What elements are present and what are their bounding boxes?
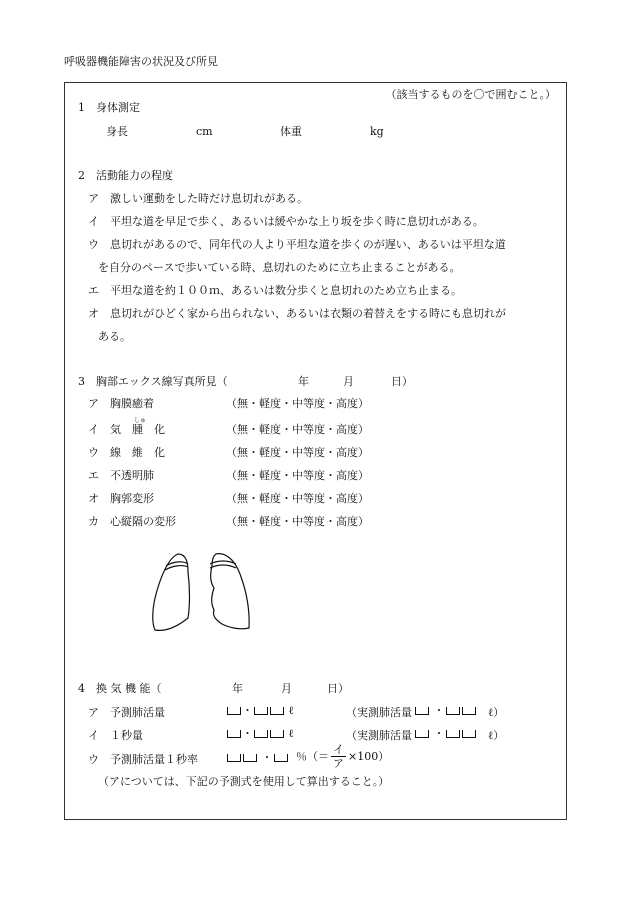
document-title: 呼吸器機能障害の状況及び所見 bbox=[64, 55, 218, 68]
severity-scale: （無・軽度・中等度・高度） bbox=[226, 397, 369, 410]
vent-day: 日） bbox=[327, 682, 349, 695]
xray-item-label: 胸膜癒着 bbox=[110, 397, 154, 410]
digit-box[interactable] bbox=[446, 730, 460, 738]
vent-item-mark: イ bbox=[88, 729, 99, 742]
section1-heading: 1 身体測定 bbox=[78, 101, 140, 114]
footnote: （アについては、下記の予測式を使用して算出すること。） bbox=[98, 775, 390, 788]
xray-item-label: 線 維 化 bbox=[110, 446, 165, 459]
activity-item-text: 息切れがひどく家から出られない、あるいは衣類の着替えをする時にも息切れが bbox=[110, 307, 506, 320]
xray-item-label-text: 気 腫 化 bbox=[110, 423, 165, 436]
severity-scale: （無・軽度・中等度・高度） bbox=[226, 515, 369, 528]
activity-item-text-cont: を自分のペースで歩いている時、息切れのために立ち止まることがある。 bbox=[98, 261, 461, 274]
fraction-denominator: ア bbox=[333, 757, 344, 770]
instruction-note: （該当するものを〇で囲むこと。） bbox=[385, 88, 556, 101]
digit-box[interactable] bbox=[446, 707, 460, 715]
severity-scale: （無・軽度・中等度・高度） bbox=[226, 492, 369, 505]
xray-item-mark: エ bbox=[88, 469, 99, 482]
digit-box[interactable] bbox=[227, 754, 241, 762]
digit-box[interactable] bbox=[227, 730, 241, 738]
digit-input-group: ・ ℓ bbox=[226, 705, 294, 716]
activity-item-text: 息切れがあるので、同年代の人より平坦な道を歩くのが遅い、あるいは平坦な道 bbox=[110, 238, 506, 251]
xray-month: 月 bbox=[343, 375, 354, 388]
xray-year: 年 bbox=[298, 375, 309, 388]
xray-item-label: 胸郭変形 bbox=[110, 492, 154, 505]
vent-item-label: 予測肺活量１秒率 bbox=[110, 753, 198, 766]
fraction-numerator: イ bbox=[333, 743, 344, 756]
actual-unit: ℓ） bbox=[488, 706, 505, 719]
section4-heading: 4 換 気 機 能（ bbox=[78, 682, 162, 695]
rate-tail: ×100） bbox=[348, 750, 390, 763]
digit-box[interactable] bbox=[415, 707, 429, 715]
activity-item-mark: ア bbox=[88, 192, 99, 205]
vent-month: 月 bbox=[281, 682, 292, 695]
xray-item-mark: ア bbox=[88, 397, 99, 410]
digit-box[interactable] bbox=[254, 707, 268, 715]
height-unit: cm bbox=[196, 125, 213, 138]
rate-unit: ％（＝ bbox=[296, 750, 329, 763]
rate-formula bbox=[296, 744, 389, 769]
activity-item-mark: オ bbox=[88, 307, 99, 320]
activity-item-text-cont: ある。 bbox=[98, 330, 131, 343]
digit-input-group: ・ ℓ bbox=[226, 728, 294, 739]
activity-item-mark: エ bbox=[88, 284, 99, 297]
xray-item-label: 心縦隔の変形 bbox=[110, 515, 176, 528]
lung-outline-icon bbox=[152, 548, 252, 634]
activity-item-text: 平坦な道を早足で歩く、あるいは緩やかな上り坂を歩く時に息切れがある。 bbox=[110, 215, 484, 228]
xray-item-mark: ウ bbox=[88, 446, 99, 459]
activity-item-text: 激しい運動をした時だけ息切れがある。 bbox=[110, 192, 308, 205]
xray-item-mark: イ bbox=[88, 423, 99, 436]
unit-label: ℓ bbox=[288, 704, 294, 717]
vent-item-label: 予測肺活量 bbox=[110, 706, 165, 719]
vent-item-mark: ウ bbox=[88, 753, 99, 766]
severity-scale: （無・軽度・中等度・高度） bbox=[226, 446, 369, 459]
vent-item-mark: ア bbox=[88, 706, 99, 719]
digit-box[interactable] bbox=[243, 754, 257, 762]
activity-item-mark: イ bbox=[88, 215, 99, 228]
weight-unit: kg bbox=[370, 125, 384, 138]
actual-label: （実測肺活量 bbox=[346, 706, 412, 719]
digit-box[interactable] bbox=[462, 730, 476, 738]
digit-box[interactable] bbox=[270, 730, 284, 738]
ruby-annotation: しゅ bbox=[134, 417, 147, 424]
rate-fraction bbox=[331, 744, 346, 769]
digit-box[interactable] bbox=[270, 707, 284, 715]
section3-heading: 3 胸部エックス線写真所見（ bbox=[78, 375, 228, 388]
xray-item-mark: オ bbox=[88, 492, 99, 505]
activity-item-mark: ウ bbox=[88, 238, 99, 251]
digit-input-group: ・ bbox=[226, 752, 289, 763]
vent-item-label: １秒量 bbox=[110, 729, 143, 742]
xray-item-label bbox=[110, 424, 165, 435]
digit-box[interactable] bbox=[227, 707, 241, 715]
digit-input-group: ・ bbox=[414, 728, 477, 739]
digit-box[interactable] bbox=[462, 707, 476, 715]
digit-box[interactable] bbox=[254, 730, 268, 738]
unit-label: ℓ bbox=[288, 727, 294, 740]
severity-scale: （無・軽度・中等度・高度） bbox=[226, 423, 369, 436]
section2-heading: 2 活動能力の程度 bbox=[78, 169, 173, 182]
digit-box[interactable] bbox=[415, 730, 429, 738]
actual-unit: ℓ） bbox=[488, 729, 505, 742]
actual-label: （実測肺活量 bbox=[346, 729, 412, 742]
xray-item-mark: カ bbox=[88, 515, 99, 528]
xray-day: 日） bbox=[391, 375, 413, 388]
vent-year: 年 bbox=[232, 682, 243, 695]
activity-item-text: 平坦な道を約１００ｍ、あるいは数分歩くと息切れのため立ち止まる。 bbox=[110, 284, 462, 297]
xray-item-label: 不透明肺 bbox=[110, 469, 154, 482]
severity-scale: （無・軽度・中等度・高度） bbox=[226, 469, 369, 482]
height-label: 身長 bbox=[106, 125, 128, 138]
digit-box[interactable] bbox=[274, 754, 288, 762]
weight-label: 体重 bbox=[280, 125, 302, 138]
digit-input-group: ・ bbox=[414, 705, 477, 716]
